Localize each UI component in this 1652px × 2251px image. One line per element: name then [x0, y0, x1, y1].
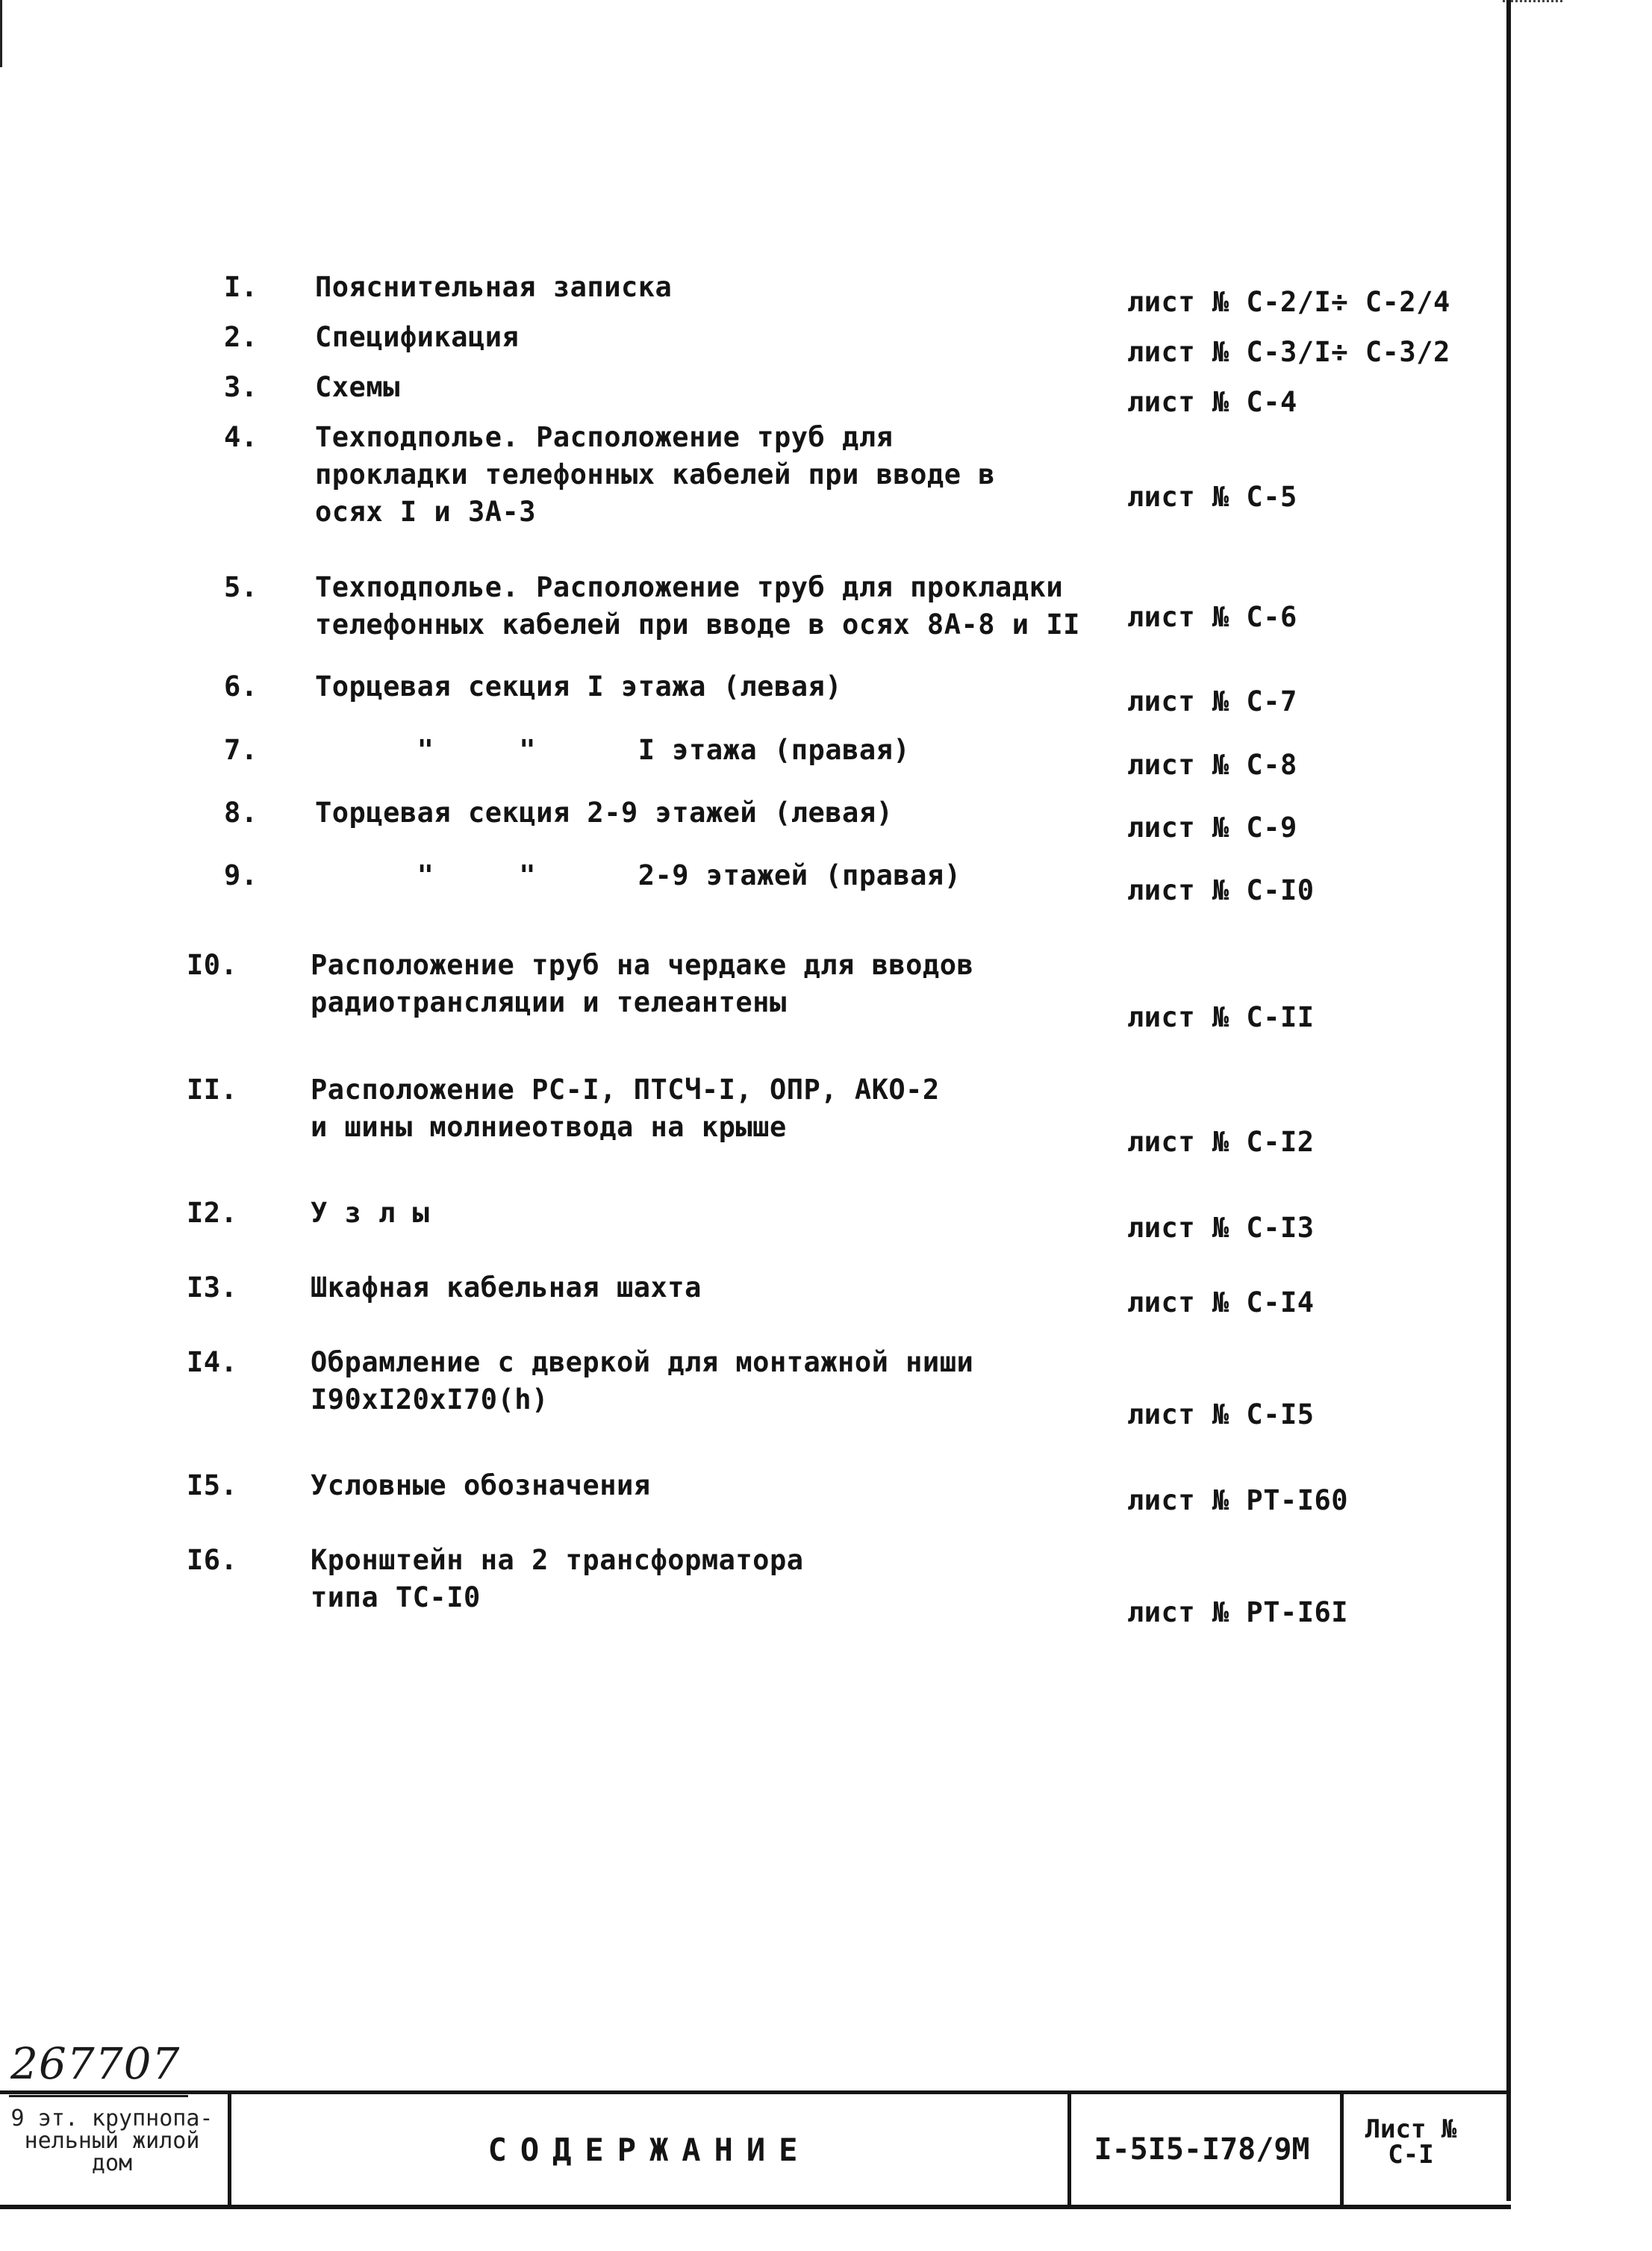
toc-item-title — [315, 419, 995, 531]
toc-item-sheet-ref: лист № С-I3 — [1127, 1212, 1315, 1244]
toc-item-title — [315, 569, 1080, 644]
toc-item-number: I5. — [187, 1469, 238, 1501]
toc-item-title-line: " " 2-9 этажей (правая) — [315, 859, 961, 891]
toc-item-sheet-ref: лист № С-I4 — [1127, 1286, 1315, 1318]
sheet-label: Лист № — [1365, 2114, 1457, 2144]
toc-item-title — [311, 1542, 804, 1616]
toc-item-sheet-ref: лист № С-9 — [1127, 812, 1297, 844]
toc-item-title — [311, 1071, 940, 1146]
toc-item-title-line: I90хI20хI70(h) — [311, 1383, 549, 1416]
toc-item-title-line: " " I этажа (правая) — [315, 734, 911, 766]
toc-item-title — [315, 319, 519, 356]
toc-item-title-line: У з л ы — [311, 1197, 430, 1229]
toc-item-title — [311, 1467, 651, 1504]
toc-item-title — [315, 369, 400, 406]
toc-item-title-line: осях I и 3А-3 — [315, 496, 537, 528]
toc-item-title-line: Техподполье. Расположение труб для прокладки — [315, 571, 1064, 603]
toc-item-sheet-ref: лист № С-8 — [1127, 749, 1297, 781]
toc-item-title — [315, 668, 842, 706]
toc-item-title — [311, 1195, 429, 1232]
toc-item-number: 5. — [224, 571, 258, 603]
toc-item-title — [315, 857, 961, 894]
toc-item-number: I3. — [187, 1271, 238, 1304]
toc-item-number: 3. — [224, 371, 258, 403]
toc-item-number: II. — [187, 1074, 238, 1106]
title-block — [0, 2090, 1511, 2209]
toc-item-number: I. — [224, 271, 258, 303]
toc-item-number: I4. — [187, 1346, 238, 1378]
toc-item-title — [315, 732, 910, 769]
toc-item-title-line: прокладки телефонных кабелей при вводе в — [315, 458, 996, 491]
toc-item-title-line: Условные обозначения — [311, 1469, 651, 1501]
toc-item-title — [311, 1269, 702, 1307]
project-name-line: 9 эт. крупнопа- — [10, 2105, 213, 2132]
toc-item-title-line: Торцевая секция 2-9 этажей (левая) — [315, 797, 894, 829]
toc-item-sheet-ref: лист № РТ-I60 — [1127, 1484, 1349, 1516]
sheet-number-cell — [1344, 2114, 1478, 2170]
toc-item-number: 4. — [224, 421, 258, 453]
toc-item-title — [315, 269, 672, 306]
sheet-number: С-I — [1388, 2140, 1434, 2170]
toc-item-number: 2. — [224, 321, 258, 353]
toc-item-sheet-ref: лист № С-5 — [1127, 481, 1297, 513]
toc-item-sheet-ref: лист № С-II — [1127, 1001, 1315, 1033]
toc-item-title-line: радиотрансляции и телеантены — [311, 986, 787, 1018]
toc-item-title-line: Торцевая секция I этажа (левая) — [315, 670, 843, 703]
toc-item-sheet-ref: лист № С-3/I÷ С-3/2 — [1127, 336, 1450, 368]
toc-item-title-line: Спецификация — [315, 321, 520, 353]
project-name-line: дом — [91, 2150, 133, 2176]
toc-item-title-line: типа ТС-I0 — [311, 1581, 481, 1613]
toc-item-sheet-ref: лист № С-7 — [1127, 685, 1297, 717]
toc-item-sheet-ref: лист № С-I5 — [1127, 1398, 1315, 1430]
toc-item-sheet-ref: лист № РТ-I6I — [1127, 1596, 1349, 1628]
toc-item-title-line: Техподполье. Расположение труб для — [315, 421, 894, 453]
document-code: I-5I5-I78/9М — [1094, 2132, 1310, 2167]
toc-item-title — [315, 794, 893, 832]
toc-item-sheet-ref: лист № С-4 — [1127, 386, 1297, 418]
toc-item-number: I0. — [187, 949, 238, 981]
frame-left-edge — [0, 0, 2, 67]
toc-item-number: 6. — [224, 670, 258, 703]
toc-item-number: 8. — [224, 797, 258, 829]
toc-item-title-line: Схемы — [315, 371, 400, 403]
toc-item-sheet-ref: лист № С-2/I÷ С-2/4 — [1127, 286, 1450, 318]
toc-item-title-line: и шины молниеотвода на крыше — [311, 1111, 787, 1143]
handwritten-number: 267707 — [10, 2038, 181, 2089]
toc-item-sheet-ref: лист № С-I2 — [1127, 1126, 1315, 1158]
toc-item-number: 9. — [224, 859, 258, 891]
frame-right-border — [1506, 0, 1511, 2201]
toc-item-title — [311, 947, 973, 1021]
title-block-project-cell — [0, 2094, 231, 2205]
scan-artifact — [1503, 0, 1562, 7]
toc-item-number: I2. — [187, 1197, 238, 1229]
toc-item-title-line: Кронштейн на 2 трансформатора — [311, 1544, 804, 1576]
project-name-line: нельный жилой — [24, 2128, 200, 2154]
project-name — [0, 2105, 224, 2176]
toc-item-number: I6. — [187, 1544, 238, 1576]
toc-item-title-line: Пояснительная записка — [315, 271, 673, 303]
toc-item-title-line: Расположение труб на чердаке для вводов — [311, 949, 974, 981]
toc-item-title-line: Шкафная кабельная шахта — [311, 1271, 702, 1304]
toc-item-title-line: Расположение РС-I, ПТСЧ-I, ОПР, АКО-2 — [311, 1074, 940, 1106]
toc-item-sheet-ref: лист № С-6 — [1127, 601, 1297, 633]
toc-item-title — [311, 1344, 973, 1419]
toc-item-sheet-ref: лист № С-I0 — [1127, 874, 1315, 906]
toc-item-title-line: телефонных кабелей при вводе в осях 8А-8 и II — [315, 608, 1080, 641]
toc-item-number: 7. — [224, 734, 258, 766]
document-title: СОДЕРЖАНИЕ — [487, 2131, 811, 2168]
toc-item-title-line: Обрамление с дверкой для монтажной ниши — [311, 1346, 974, 1378]
